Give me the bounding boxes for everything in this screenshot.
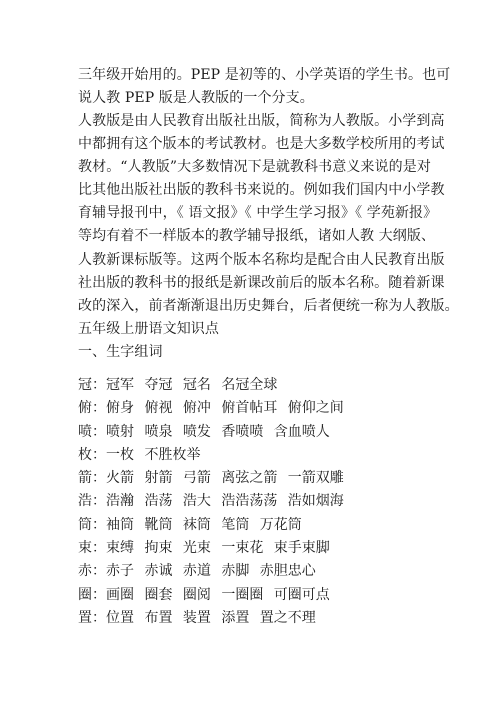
vocab-words: 赤子 赤诚 赤道 赤脚 赤胆忠心 [106, 563, 316, 580]
list-item [78, 607, 438, 630]
vocab-char: 束： [78, 540, 106, 557]
paragraph-renjiao [78, 110, 459, 318]
list-item [78, 560, 438, 583]
text-line: 中都拥有这个版本的考试教材。也是大多数学校所用的考试 [78, 136, 445, 153]
vocab-words: 火箭 射箭 弓箭 离弦之箭 一箭双雕 [106, 470, 344, 487]
vocab-char: 俯： [78, 400, 106, 417]
vocab-char: 圈： [78, 586, 106, 603]
text-line: 说人教 PEP 版是人教版的一个分支。 [78, 90, 314, 107]
vocab-char: 浩： [78, 493, 106, 510]
vocab-char: 箭： [78, 470, 106, 487]
vocab-words: 冠军 夺冠 冠名 名冠全球 [106, 377, 278, 393]
list-item [78, 514, 438, 537]
heading-vocabulary: 一、生字组词 [78, 344, 163, 361]
text-line: 改的深入，前者渐渐退出历史舞台，后者便统一称为人教版。 [78, 297, 459, 314]
vocab-words: 一枚 不胜枚举 [106, 446, 201, 463]
vocab-char: 冠： [78, 377, 106, 393]
vocab-words: 位置 布置 装置 添置 置之不理 [106, 609, 316, 626]
vocab-char: 筒： [78, 516, 106, 533]
list-item [78, 537, 438, 560]
vocab-char: 枚： [78, 446, 106, 463]
text-line: 育辅导报刊中，《 语文报》《 中学生学习报》《 学苑新报》 [78, 205, 438, 222]
text-line: 等均有着不一样版本的教学辅导报纸，诸如人教 大纲版、 [78, 228, 436, 245]
section-headings [78, 318, 428, 364]
list-item [78, 467, 438, 490]
text-line: 教材。“人教版”大多数情况下是就教科书意义来说的是对 [78, 159, 431, 176]
heading-grade-five: 五年级上册语文知识点 [78, 321, 219, 337]
text-line: 三年级开始用的。PEP 是初等的、小学英语的学生书。也可 [78, 67, 451, 83]
paragraph-pep [78, 64, 451, 110]
list-item [78, 397, 438, 420]
list-item [78, 584, 438, 607]
vocab-words: 画圈 圈套 圈阅 一圈圈 可圈可点 [106, 586, 330, 603]
vocab-words: 束缚 拘束 光束 一束花 束手束脚 [106, 540, 330, 557]
vocab-char: 赤： [78, 563, 106, 580]
vocab-char: 置： [78, 609, 106, 626]
list-item [78, 490, 438, 513]
list-item [78, 421, 438, 444]
vocab-words: 喷射 喷泉 喷发 香喷喷 含血喷人 [106, 423, 330, 440]
list-item [78, 374, 438, 397]
vocab-words: 袖筒 靴筒 袜筒 笔筒 万花筒 [106, 516, 302, 533]
list-item [78, 444, 438, 467]
vocabulary-list [78, 374, 438, 630]
text-line: 人教版是由人民教育出版社出版，简称为人教版。小学到高 [78, 113, 445, 129]
vocab-words: 俯身 俯视 俯冲 俯首帖耳 俯仰之间 [106, 400, 344, 417]
vocab-words: 浩瀚 浩荡 浩大 浩浩荡荡 浩如烟海 [106, 493, 344, 510]
text-line: 人教新课标版等。这两个版本名称均是配合由人民教育出版 [78, 251, 445, 268]
text-line: 比其他出版社出版的教科书来说的。例如我们国内中小学教 [78, 182, 445, 199]
text-line: 社出版的教科书的报纸是新课改前后的版本名称。随着新课 [78, 274, 445, 291]
vocab-char: 喷： [78, 423, 106, 440]
